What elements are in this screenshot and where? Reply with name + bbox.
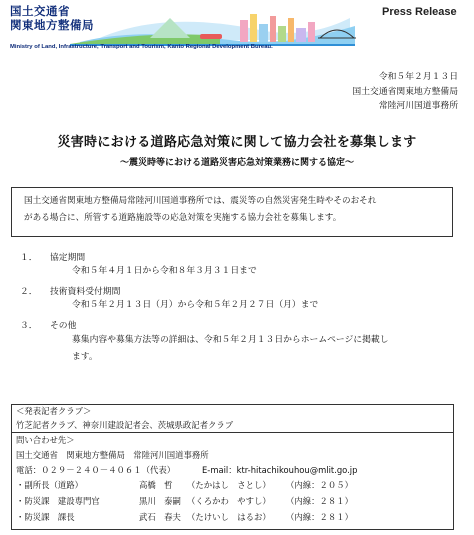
- issue-date: 令和５年２月１３日: [378, 72, 458, 82]
- intro-line-1: 国土交通省関東地方整備局常陸河川国道事務所では、震災等の自然災害発生時やそのおそれ: [24, 196, 377, 206]
- issuer-bureau: 国土交通省関東地方整備局: [352, 86, 458, 97]
- section-2-heading: 技術資料受付期間: [50, 287, 121, 297]
- issuer-office: 常陸河川国道事務所: [378, 101, 458, 111]
- staff-2-kana: （くろかわ やすし）: [187, 496, 271, 506]
- organization-name-en: Ministry of Land, Infrastructure, Transport and Tourism, Kanto Regional Development Bureau.: [10, 44, 273, 50]
- press-release-label: Press Release: [382, 6, 457, 18]
- inquiry-office: 国土交通省 関東地方整備局 常陸河川国道事務所: [16, 450, 209, 460]
- staff-2-extension: （内線：２８１）: [286, 496, 353, 506]
- document-title: 災害時における道路応急対策に関して協力会社を募集します: [57, 135, 417, 150]
- inquiry-phone: 電話：０２９－２４０－４０６１（代表）: [16, 465, 176, 475]
- section-2-body: 令和５年２月１３日（月）から令和５年２月２７日（月）まで: [72, 300, 319, 310]
- staff-3-extension: （内線：２８１）: [286, 512, 353, 522]
- intro-line-2: がある場合に、所管する道路施設等の応急対策を実施する協力会社を募集します。: [24, 213, 342, 223]
- staff-3-name: 武石 春夫: [139, 512, 181, 522]
- issue-info: [352, 70, 458, 114]
- staff-3-title: ・防災課 課長: [16, 512, 75, 522]
- section-2-number: ２．: [20, 287, 38, 297]
- staff-1-name: 高橋 哲: [139, 480, 173, 490]
- section-1-heading: 協定期間: [50, 253, 86, 263]
- inquiry-email[interactable]: E-mail：ktr-hitachikouhou@mlit.go.jp: [202, 465, 358, 475]
- press-club-label: ＜発表記者クラブ＞: [16, 406, 92, 416]
- staff-3-kana: （たけいし はるお）: [187, 512, 271, 522]
- staff-2-name: 黒川 泰嗣: [139, 496, 181, 506]
- section-1-body: 令和５年４月１日から令和８年３月３１日まで: [72, 266, 257, 276]
- document-subtitle: ～震災時等における道路災害応急対策業務に関する協定～: [119, 158, 354, 168]
- section-3-body-line-1: 募集内容や募集方法等の詳細は、令和５年２月１３日からホームページに掲載し: [72, 335, 389, 345]
- press-club-list: 竹芝記者クラブ、神奈川建設記者会、茨城県政記者クラブ: [16, 420, 234, 430]
- contact-divider: [12, 432, 453, 433]
- contact-box: [11, 404, 454, 530]
- staff-2-title: ・防災課 建設専門官: [16, 496, 100, 506]
- inquiry-label: 問い合わせ先＞: [16, 435, 75, 445]
- header: [0, 0, 474, 62]
- section-3-heading: その他: [50, 321, 77, 331]
- staff-1-extension: （内線：２０５）: [286, 480, 353, 490]
- organization-name-jp: [10, 4, 94, 32]
- section-1-number: １．: [20, 253, 38, 263]
- intro-box: [11, 187, 453, 237]
- section-3-number: ３．: [20, 321, 38, 331]
- org-name-line1: 国土交通省: [10, 4, 70, 18]
- section-3-body-line-2: ます。: [72, 352, 98, 362]
- staff-1-kana: （たかはし さとし）: [187, 480, 271, 490]
- org-name-line2: 関東地方整備局: [10, 18, 94, 32]
- staff-1-title: ・副所長（道路）: [16, 480, 83, 490]
